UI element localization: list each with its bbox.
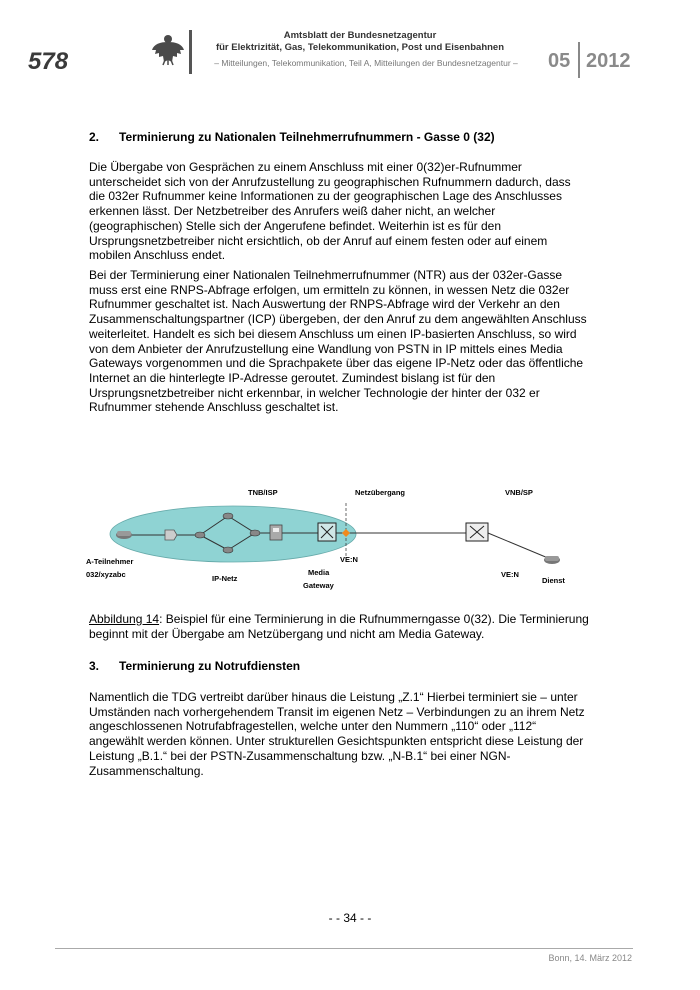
- media-gateway-icon: [318, 523, 336, 541]
- header-line-1: Amtsblatt der Bundesnetzagentur: [283, 30, 437, 41]
- header-subtitle: – Mitteilungen, Telekommunikation, Teil A, Mitteilungen der Bundesnetzagentur –: [214, 58, 518, 68]
- section-2-title: Terminierung zu Nationalen Teilnehmerrufnummern - Gasse 0 (32): [119, 130, 495, 144]
- label-netzuebergang: Netzübergang: [355, 488, 406, 497]
- footer-divider: [55, 948, 633, 949]
- label-a-teilnehmer: A-Teilnehmer: [86, 557, 134, 566]
- label-ve-n-right: VE:N: [501, 570, 519, 579]
- server-icon: [270, 525, 282, 540]
- phone-a-icon: [116, 531, 132, 539]
- section-3-paragraph-1: Namentlich die TDG vertreibt darüber hinaus die Leistung „Z.1“ Hierbei terminiert sie – unter Umständen nach vorhergehendem Transit im eigenen Netz – Verbindungen zu an ihrem Netz angeschlossenen Notrufabfragestellen, welche unter den Nummern „110“ oder „112“ angewählt werden können. Unter strukturellen Gesichtspunkten entspricht diese Leistung der Leistung „B.1.“ bei der PSTN-Zusammenschaltung bzw. „N-B.1“ bei einer NGN-Zusammenschaltung.: [89, 690, 585, 778]
- label-tnb-isp: TNB/ISP: [248, 488, 278, 497]
- section-2-paragraph-2: Bei der Terminierung einer Nationalen Teilnehmerrufnummer (NTR) aus der 032er-Gasse muss erst eine RNPS-Abfrage erfolgen, um ermitteln zu können, in wessen Netz die 032er Rufnummer geschaltet ist. Nach Auswertung der RNPS-Abfrage wird der Verkehr an den Zusammenschaltungspartner (ICP) übergeben, der den Anruf zu dem angewählten Anschluss weiterleitet. Handelt es sich bei diesem Anschluss um einen IP-basierten Anschluss, so wird von dem Anbieter der Anrufzustellung eine Wandlung von PSTN in IP mittels eines Media Gateways vorgenommen und die Sprachpakete über das eigene IP-Netz oder das öffentliche Internet an die hinterlegte IP-Adresse geroutet. Zumindest bislang ist für den Ursprungsnetzbetreiber nicht erkennbar, in welcher Technologie der hinter der 032 er Rufnummer stehende Anschluss geschaltet ist.: [89, 268, 587, 415]
- label-ve-n-left: VE:N: [340, 555, 358, 564]
- figure-label: Abbildung 14: [89, 612, 160, 626]
- section-3-heading: [89, 659, 609, 675]
- figure-caption-text: : Beispiel für eine Terminierung in die Rufnummerngasse 0(32). Die Terminierung beginnt mit der Übergabe am Netzübergang und nicht am Media Gateway.: [89, 612, 589, 641]
- label-gateway: Gateway: [303, 581, 334, 590]
- label-ip-netz: IP-Netz: [212, 574, 238, 583]
- section-2-paragraph-1: Die Übergabe von Gesprächen zu einem Anschluss mit einer 0(32)er-Rufnummer unterscheidet sich von der Anrufzustellung zu geographischen Rufnummern dadurch, dass die 032er Rufnummer keine Informationen zu der geographischen Lage des Anschlusses erkennen lässt. Der Netzbetreiber des Anrufers weiß daher nicht, an welcher (geographischen) Stelle sich der Angerufene befindet. Weiterhin ist es für den Ursprungsnetzbetreiber nicht ersichtlich, ob der Anruf auf einem festen oder auf einem mobilen Anschluss endet.: [89, 160, 571, 263]
- label-number: 032/xyzabc: [86, 570, 126, 579]
- converter-icon: [165, 530, 177, 540]
- page-number: 578: [28, 48, 69, 75]
- header-divider: [189, 30, 192, 74]
- section-3-title: Terminierung zu Notrufdiensten: [119, 659, 301, 673]
- section-2-number: 2.: [89, 130, 100, 144]
- issue-number: 05: [548, 50, 571, 72]
- section-3-number: 3.: [89, 659, 100, 673]
- footer-page-number: - - 34 - -: [328, 911, 372, 925]
- publication-title: [200, 30, 520, 54]
- issue-year: 2012: [586, 50, 631, 72]
- issue-divider: [578, 42, 580, 78]
- label-dienst: Dienst: [542, 576, 565, 585]
- label-vnb-sp: VNB/SP: [505, 488, 533, 497]
- footer-date: Bonn, 14. März 2012: [548, 953, 632, 963]
- network-diagram: [86, 478, 600, 598]
- phone-dienst-icon: [544, 556, 560, 564]
- label-media: Media: [308, 568, 330, 577]
- figure-caption: [89, 612, 589, 642]
- federal-eagle-icon: [150, 30, 186, 66]
- header-line-2: für Elektrizität, Gas, Telekommunikation, Post und Eisenbahnen: [215, 42, 505, 53]
- vnb-switch-icon: [466, 523, 488, 541]
- section-2-heading: [89, 130, 609, 146]
